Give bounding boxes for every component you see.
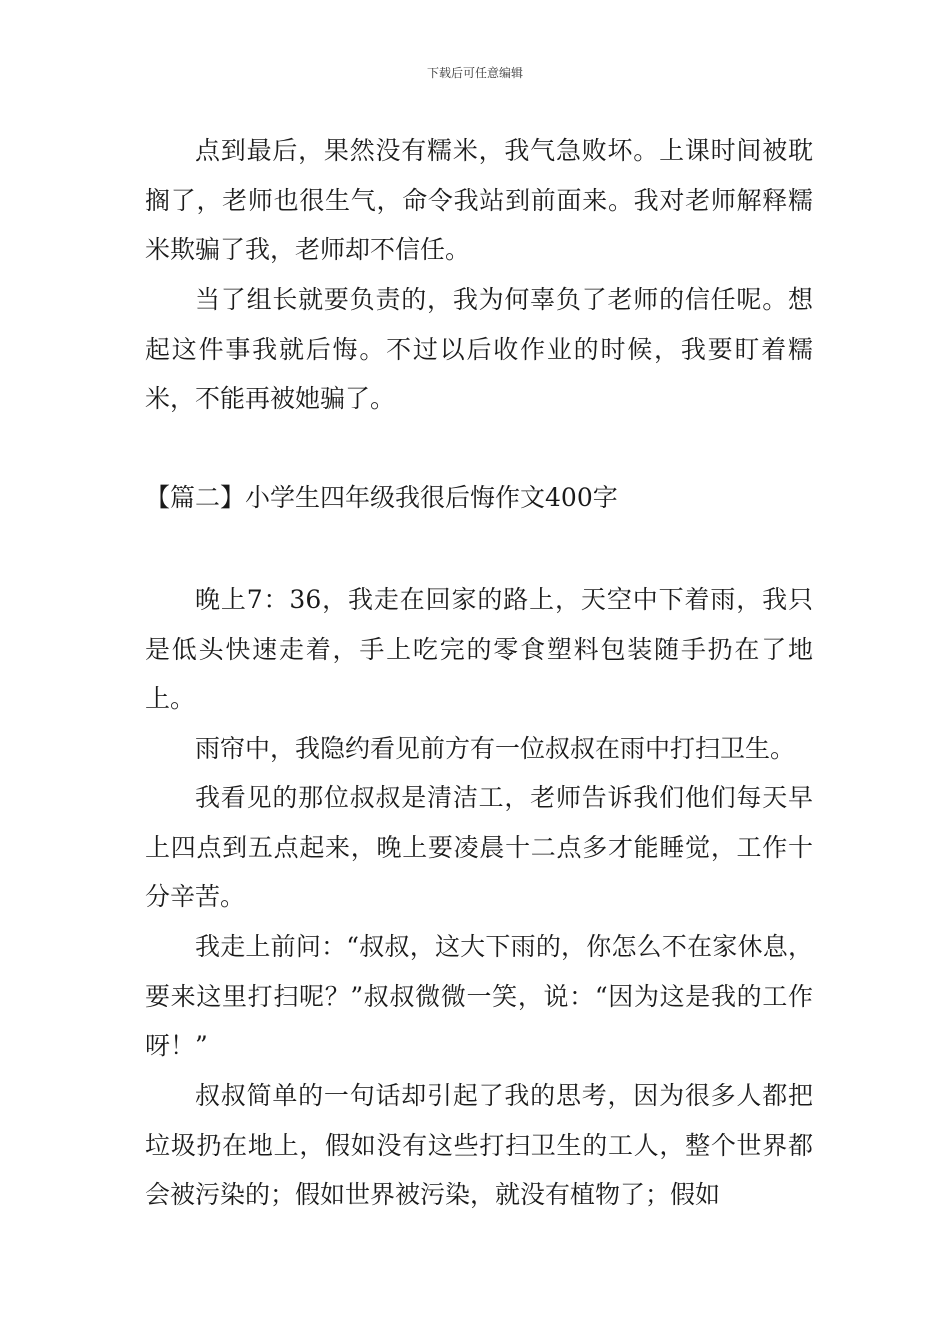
- paragraph: 我走上前问：“叔叔，这大下雨的，你怎么不在家休息，要来这里打扫呢？”叔叔微微一笑，说：“因为这是我的工作呀！”: [145, 932, 813, 1060]
- paragraph: 晚上7：36，我走在回家的路上，天空中下着雨，我只是低头快速走着，手上吃完的零食塑料包装随手扔在了地上。: [145, 585, 813, 713]
- paragraph: 雨帘中，我隐约看见前方有一位叔叔在雨中打扫卫生。: [195, 734, 796, 763]
- paragraph: 当了组长就要负责的，我为何辜负了老师的信任呢。想起这件事我就后悔。不过以后收作业的时候，我要盯着糯米，不能再被她骗了。: [145, 285, 813, 413]
- paragraph: 点到最后，果然没有糯米，我气急败坏。上课时间被耽搁了，老师也很生气，命令我站到前面来。我对老师解释糯米欺骗了我，老师却不信任。: [145, 136, 813, 264]
- paragraph: 叔叔简单的一句话却引起了我的思考，因为很多人都把垃圾扔在地上，假如没有这些打扫卫生的工人，整个世界都会被污染的；假如世界被污染，就没有植物了；假如: [145, 1081, 813, 1209]
- paragraph: 我看见的那位叔叔是清洁工，老师告诉我们他们每天早上四点到五点起来，晚上要凌晨十二点多才能睡觉，工作十分辛苦。: [145, 783, 813, 911]
- section-title: 【篇二】小学生四年级我很后悔作文400字: [145, 483, 618, 512]
- page-header: 下载后可任意编辑: [426, 66, 523, 80]
